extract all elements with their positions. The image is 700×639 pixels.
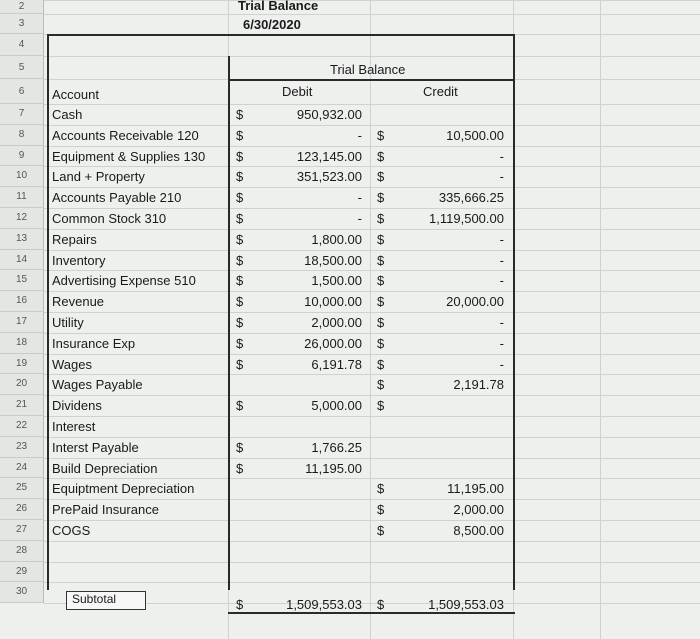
credit-value[interactable]: 11,195.00 bbox=[447, 481, 504, 497]
row-number[interactable]: 27 bbox=[0, 520, 44, 541]
debit-value[interactable]: 1,800.00 bbox=[311, 231, 362, 247]
credit-value[interactable]: - bbox=[499, 356, 504, 372]
row-number[interactable]: 19 bbox=[0, 354, 44, 375]
row-number[interactable]: 20 bbox=[0, 374, 44, 395]
row-gridline bbox=[44, 416, 700, 417]
debit-sign: $ bbox=[236, 460, 244, 476]
debit-value[interactable]: 950,932.00 bbox=[296, 107, 362, 122]
row-number[interactable]: 9 bbox=[0, 146, 44, 167]
account-name[interactable]: Common Stock 310 bbox=[52, 211, 167, 226]
subtotal-label[interactable]: Subtotal bbox=[72, 592, 117, 606]
debit-sign: $ bbox=[236, 335, 244, 351]
account-name[interactable]: Interst Payable bbox=[52, 439, 139, 455]
row-number[interactable]: 4 bbox=[0, 34, 44, 56]
account-name[interactable]: Equipment & Supplies 130 bbox=[52, 148, 206, 164]
row-number[interactable]: 8 bbox=[0, 125, 44, 146]
debit-sign: $ bbox=[236, 294, 244, 310]
credit-value[interactable]: 1,119,500.00 bbox=[429, 211, 504, 226]
row-gridline bbox=[44, 14, 700, 15]
credit-sign: $ bbox=[377, 273, 385, 289]
row-number[interactable]: 10 bbox=[0, 166, 44, 187]
row-number[interactable]: 7 bbox=[0, 104, 44, 125]
credit-header[interactable]: Credit bbox=[423, 84, 458, 99]
debit-sign: $ bbox=[236, 231, 244, 247]
row-number[interactable]: 25 bbox=[0, 478, 44, 499]
debit-sign: $ bbox=[236, 169, 244, 185]
row-number[interactable]: 11 bbox=[0, 187, 44, 208]
subtotal-debit[interactable]: 1,509,553.03 bbox=[286, 597, 362, 612]
credit-sign: $ bbox=[377, 356, 385, 372]
credit-value[interactable]: - bbox=[499, 148, 504, 164]
sheet-date[interactable]: 6/30/2020 bbox=[243, 17, 301, 32]
debit-sign: $ bbox=[236, 398, 244, 414]
credit-sign: $ bbox=[377, 190, 385, 206]
debit-value[interactable]: 11,195.00 bbox=[305, 460, 362, 476]
debit-sign: $ bbox=[236, 356, 244, 372]
subtotal-debit-sign: $ bbox=[236, 597, 244, 612]
row-number[interactable]: 5 bbox=[0, 56, 44, 79]
sheet-title[interactable]: Trial Balance bbox=[238, 0, 319, 13]
row-number[interactable]: 26 bbox=[0, 499, 44, 520]
credit-sign: $ bbox=[377, 252, 385, 268]
debit-value[interactable]: 1,500.00 bbox=[311, 273, 362, 289]
debit-value[interactable]: 351,523.00 bbox=[296, 169, 362, 185]
row-number[interactable]: 6 bbox=[0, 79, 44, 104]
debit-value[interactable]: - bbox=[357, 211, 362, 226]
row-gridline bbox=[44, 374, 700, 375]
row-gridline bbox=[44, 562, 700, 563]
credit-sign: $ bbox=[377, 502, 385, 518]
row-gridline bbox=[44, 354, 700, 355]
subtotal-credit[interactable]: 1,509,553.03 bbox=[428, 597, 504, 612]
debit-sign: $ bbox=[236, 439, 244, 455]
credit-value[interactable]: 8,500.00 bbox=[453, 523, 504, 538]
debit-value[interactable]: 1,766.25 bbox=[311, 439, 362, 455]
table-top-border bbox=[47, 34, 515, 36]
row-number[interactable]: 24 bbox=[0, 458, 44, 479]
row-gridline bbox=[44, 499, 700, 500]
row-number[interactable]: 13 bbox=[0, 229, 44, 250]
subtotal-underline bbox=[228, 612, 515, 614]
row-number[interactable]: 18 bbox=[0, 333, 44, 354]
row-gridline bbox=[44, 270, 700, 271]
debit-sign: $ bbox=[236, 252, 244, 268]
row-number[interactable]: 2 bbox=[0, 0, 44, 14]
row-gridline bbox=[44, 250, 700, 251]
row-gridline bbox=[44, 333, 700, 334]
subtotal-credit-sign: $ bbox=[377, 597, 385, 612]
account-name[interactable]: Inventory bbox=[52, 252, 106, 268]
account-name[interactable]: Accounts Payable 210 bbox=[52, 190, 182, 206]
credit-value[interactable]: 2,000.00 bbox=[453, 502, 504, 518]
table-right-border bbox=[513, 34, 515, 590]
row-gridline bbox=[44, 0, 700, 1]
account-divider bbox=[228, 56, 230, 590]
row-gridline bbox=[44, 312, 700, 313]
account-name[interactable]: Insurance Exp bbox=[52, 335, 136, 351]
row-gridline bbox=[44, 395, 700, 396]
row-gridline bbox=[44, 478, 700, 479]
credit-value[interactable]: - bbox=[499, 335, 504, 351]
account-name[interactable]: Utility bbox=[52, 315, 84, 330]
account-name[interactable]: COGS bbox=[52, 523, 91, 538]
account-name[interactable]: Dividens bbox=[52, 398, 102, 414]
account-name[interactable]: Land + Property bbox=[52, 169, 145, 185]
row-number[interactable]: 17 bbox=[0, 312, 44, 333]
debit-value[interactable]: - bbox=[357, 127, 362, 143]
credit-value[interactable]: 335,666.25 bbox=[438, 190, 504, 206]
account-header[interactable]: Account bbox=[52, 87, 99, 102]
debit-value[interactable]: 2,000.00 bbox=[311, 315, 362, 330]
credit-sign: $ bbox=[377, 481, 385, 497]
debit-value[interactable]: 123,145.00 bbox=[296, 148, 362, 164]
debit-sign: $ bbox=[236, 190, 244, 206]
row-number[interactable]: 28 bbox=[0, 541, 44, 562]
credit-value[interactable]: - bbox=[499, 273, 504, 289]
debit-header[interactable]: Debit bbox=[282, 84, 313, 99]
credit-sign: $ bbox=[377, 169, 385, 185]
debit-sign: $ bbox=[236, 211, 244, 226]
row-gridline bbox=[44, 146, 700, 147]
row-gridline bbox=[44, 437, 700, 438]
credit-sign: $ bbox=[377, 315, 385, 330]
account-name[interactable]: Repairs bbox=[52, 231, 97, 247]
debit-value[interactable]: 5,000.00 bbox=[311, 398, 362, 414]
credit-value[interactable]: - bbox=[499, 315, 504, 330]
credit-sign: $ bbox=[377, 211, 385, 226]
table-left-border bbox=[47, 34, 49, 590]
row-gridline bbox=[44, 125, 700, 126]
row-number[interactable]: 23 bbox=[0, 437, 44, 458]
account-name[interactable]: Cash bbox=[52, 107, 83, 122]
debit-value[interactable]: 10,000.00 bbox=[304, 294, 362, 310]
credit-sign: $ bbox=[377, 335, 385, 351]
debit-sign: $ bbox=[236, 148, 244, 164]
row-gridline bbox=[44, 229, 700, 230]
account-name[interactable]: PrePaid Insurance bbox=[52, 502, 159, 518]
row-gridline bbox=[44, 187, 700, 188]
credit-value[interactable]: 10,500.00 bbox=[446, 127, 504, 143]
credit-sign: $ bbox=[377, 148, 385, 164]
credit-value[interactable]: 2,191.78 bbox=[453, 377, 504, 393]
account-name[interactable]: Equiptment Depreciation bbox=[52, 481, 195, 497]
row-gridline bbox=[44, 56, 700, 57]
row-number[interactable]: 30 bbox=[0, 582, 44, 603]
credit-sign: $ bbox=[377, 523, 385, 538]
credit-value[interactable]: - bbox=[499, 252, 504, 268]
debit-value[interactable]: - bbox=[357, 190, 362, 206]
row-number[interactable]: 16 bbox=[0, 291, 44, 312]
account-name[interactable]: Revenue bbox=[52, 294, 105, 310]
row-gridline bbox=[44, 166, 700, 167]
debit-value[interactable]: 26,000.00 bbox=[304, 335, 362, 351]
row-gridline bbox=[44, 104, 700, 105]
debit-sign: $ bbox=[236, 127, 244, 143]
row-number[interactable]: 3 bbox=[0, 14, 44, 34]
section-header[interactable]: Trial Balance bbox=[330, 62, 406, 77]
credit-value[interactable]: - bbox=[499, 169, 504, 185]
debit-sign: $ bbox=[236, 273, 244, 289]
debit-sign: $ bbox=[236, 315, 244, 330]
credit-sign: $ bbox=[377, 377, 385, 393]
row-number[interactable]: 22 bbox=[0, 416, 44, 437]
credit-sign: $ bbox=[377, 127, 385, 143]
column-gridline bbox=[600, 0, 601, 639]
column-gridline bbox=[370, 0, 371, 639]
account-name[interactable]: Wages bbox=[52, 356, 92, 372]
account-name[interactable]: Wages Payable bbox=[52, 377, 143, 393]
account-name[interactable]: Interest bbox=[52, 419, 96, 434]
debit-value[interactable]: 18,500.00 bbox=[304, 252, 362, 268]
row-gridline bbox=[44, 541, 700, 542]
account-name[interactable]: Advertising Expense 510 bbox=[52, 273, 196, 289]
credit-value[interactable]: - bbox=[499, 231, 504, 247]
row-gridline bbox=[44, 520, 700, 521]
row-gridline bbox=[44, 291, 700, 292]
row-number[interactable]: 21 bbox=[0, 395, 44, 416]
row-gridline bbox=[44, 458, 700, 459]
credit-value[interactable]: 20,000.00 bbox=[446, 294, 504, 310]
credit-sign: $ bbox=[377, 231, 385, 247]
account-name[interactable]: Accounts Receivable 120 bbox=[52, 127, 199, 143]
credit-sign: $ bbox=[377, 398, 385, 414]
row-number[interactable]: 14 bbox=[0, 250, 44, 271]
row-gridline bbox=[44, 208, 700, 209]
header-underline bbox=[228, 79, 515, 81]
debit-value[interactable]: 6,191.78 bbox=[311, 356, 362, 372]
row-number[interactable]: 29 bbox=[0, 562, 44, 583]
row-gridline bbox=[44, 582, 700, 583]
row-number[interactable]: 15 bbox=[0, 270, 44, 291]
debit-sign: $ bbox=[236, 107, 244, 122]
row-number[interactable]: 12 bbox=[0, 208, 44, 229]
credit-sign: $ bbox=[377, 294, 385, 310]
account-name[interactable]: Build Depreciation bbox=[52, 460, 158, 476]
